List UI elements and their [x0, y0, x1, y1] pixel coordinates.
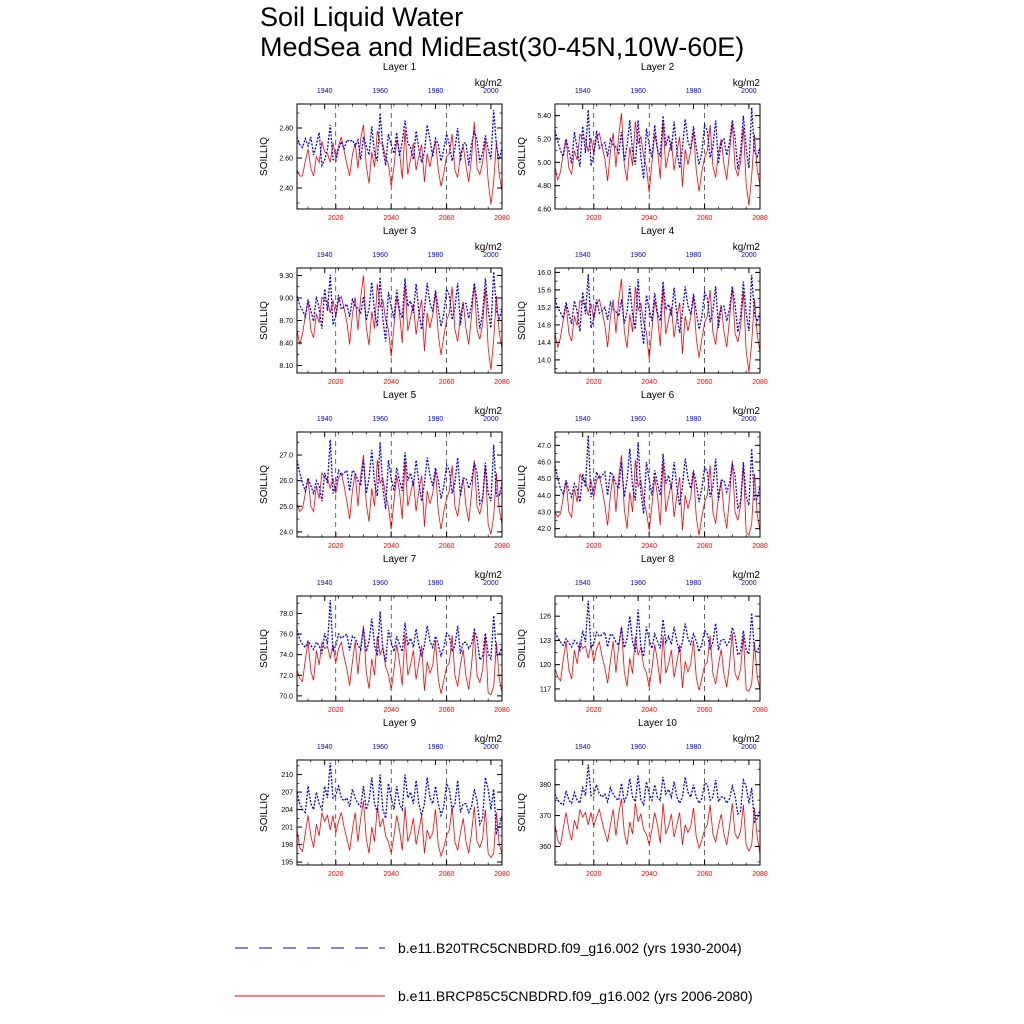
- y-tick-label: 76.0: [279, 631, 293, 639]
- series-future-line: [297, 801, 502, 858]
- panel-layer-8: [517, 554, 768, 714]
- x-bottom-tick-label: 2040: [641, 871, 657, 878]
- x-top-tick-label: 2000: [741, 252, 757, 259]
- x-top-tick-label: 2000: [741, 744, 757, 751]
- panel-title: Layer 10: [638, 718, 677, 729]
- panel-units: kg/m2: [732, 570, 760, 581]
- y-tick-label: 2.80: [279, 125, 293, 133]
- x-top-tick-label: 2000: [483, 252, 499, 259]
- panel-layer-1: [259, 62, 510, 222]
- x-top-tick-label: 1980: [685, 580, 702, 587]
- x-top-tick-label: 2000: [741, 416, 757, 423]
- panel-layer-6: [517, 390, 768, 550]
- panel-units: kg/m2: [732, 242, 760, 253]
- panel-title: Layer 4: [640, 226, 675, 237]
- y-axis-label: SOILLIQ: [517, 465, 528, 504]
- x-bottom-tick-label: 2080: [752, 871, 768, 878]
- x-bottom-tick-label: 2020: [327, 707, 344, 714]
- series-historical-line: [297, 272, 502, 342]
- x-top-tick-label: 2000: [483, 580, 499, 587]
- series-historical-line: [555, 274, 760, 344]
- panel-layer-4: [517, 226, 768, 386]
- x-bottom-tick-label: 2080: [752, 543, 768, 550]
- x-bottom-tick-label: 2040: [383, 707, 399, 714]
- y-tick-label: 74.0: [279, 652, 293, 660]
- panel-title: Layer 9: [382, 718, 417, 729]
- y-axis-label: SOILLIQ: [259, 793, 270, 832]
- y-tick-label: 15.2: [537, 304, 551, 312]
- y-tick-label: 25.0: [279, 503, 293, 511]
- x-bottom-tick-label: 2080: [494, 543, 510, 550]
- y-tick-label: 27.0: [279, 452, 293, 460]
- x-top-tick-label: 1980: [427, 744, 444, 751]
- x-bottom-tick-label: 2040: [383, 215, 399, 222]
- panel-layer-2: [517, 62, 768, 222]
- y-tick-label: 46.0: [537, 459, 551, 467]
- x-bottom-tick-label: 2080: [494, 871, 510, 878]
- x-top-tick-label: 1940: [316, 416, 333, 423]
- y-tick-label: 198: [281, 842, 293, 850]
- x-bottom-tick-label: 2060: [696, 871, 713, 878]
- series-historical-line: [555, 108, 760, 179]
- y-tick-label: 117: [539, 686, 551, 694]
- panel-layer-7: [259, 554, 510, 714]
- plot-frame: [297, 760, 502, 865]
- x-top-tick-label: 1980: [427, 580, 444, 587]
- y-tick-label: 9.00: [279, 295, 293, 303]
- panel-units: kg/m2: [732, 406, 760, 417]
- series-future-line: [297, 276, 502, 371]
- x-bottom-tick-label: 2040: [383, 871, 399, 878]
- y-tick-label: 360: [539, 843, 551, 851]
- x-top-tick-label: 1960: [630, 416, 646, 423]
- y-tick-label: 24.0: [279, 529, 293, 537]
- y-axis-label: SOILLIQ: [517, 629, 528, 668]
- x-top-tick-label: 2000: [483, 88, 499, 95]
- panel-units: kg/m2: [474, 242, 502, 253]
- x-top-tick-label: 1940: [574, 580, 591, 587]
- panel-layer-3: [259, 226, 510, 386]
- y-tick-label: 26.0: [279, 478, 293, 486]
- figure-title-line-1: Soil Liquid Water: [260, 2, 464, 32]
- x-bottom-tick-label: 2020: [585, 707, 602, 714]
- panel-units: kg/m2: [474, 406, 502, 417]
- y-tick-label: 8.70: [279, 318, 293, 325]
- x-bottom-tick-label: 2040: [383, 543, 399, 550]
- y-axis-label: SOILLIQ: [517, 301, 528, 340]
- y-tick-label: 14.0: [537, 357, 551, 365]
- x-top-tick-label: 1960: [372, 252, 388, 259]
- y-tick-label: 370: [539, 813, 551, 821]
- y-tick-label: 9.30: [279, 273, 293, 280]
- x-bottom-tick-label: 2040: [641, 379, 657, 386]
- y-axis-label: SOILLIQ: [259, 629, 270, 668]
- x-top-tick-label: 1940: [574, 416, 591, 423]
- y-tick-label: 123: [539, 637, 551, 645]
- y-tick-label: 2.40: [279, 185, 293, 193]
- y-tick-label: 78.0: [279, 611, 293, 618]
- x-bottom-tick-label: 2020: [585, 379, 602, 386]
- y-tick-label: 210: [281, 772, 293, 780]
- series-future-line: [555, 455, 760, 535]
- x-bottom-tick-label: 2020: [327, 543, 344, 550]
- x-top-tick-label: 1980: [427, 252, 444, 259]
- x-top-tick-label: 2000: [483, 744, 499, 751]
- figure-title-line-2: MedSea and MidEast(30-45N,10W-60E): [260, 32, 745, 62]
- x-top-tick-label: 1940: [316, 744, 333, 751]
- x-top-tick-label: 1960: [372, 416, 388, 423]
- y-axis-label: SOILLIQ: [517, 793, 528, 832]
- panel-title: Layer 1: [382, 62, 417, 73]
- panel-title: Layer 5: [382, 390, 417, 401]
- legend-future-label: b.e11.BRCP85C5CNBDRD.f09_g16.002 (yrs 2006-2080): [398, 988, 753, 1004]
- x-bottom-tick-label: 2040: [641, 215, 657, 222]
- y-tick-label: 15.6: [537, 287, 551, 295]
- panel-units: kg/m2: [732, 78, 760, 89]
- x-top-tick-label: 1960: [372, 744, 388, 751]
- x-top-tick-label: 1980: [427, 416, 444, 423]
- legend-historical-label: b.e11.B20TRC5CNBDRD.f09_g16.002 (yrs 1930-2004): [398, 940, 742, 956]
- y-axis-label: SOILLIQ: [259, 301, 270, 340]
- x-bottom-tick-label: 2080: [494, 707, 510, 714]
- y-tick-label: 8.40: [279, 340, 293, 348]
- x-top-tick-label: 1940: [316, 88, 333, 95]
- series-future-line: [297, 626, 502, 695]
- series-historical-line: [297, 600, 502, 662]
- y-tick-label: 14.8: [537, 322, 551, 330]
- series-future-line: [555, 799, 760, 855]
- y-tick-label: 207: [281, 789, 293, 797]
- y-tick-label: 16.0: [537, 269, 551, 277]
- panel-layer-9: [259, 718, 510, 878]
- y-tick-label: 70.0: [279, 693, 293, 701]
- x-bottom-tick-label: 2060: [696, 543, 713, 550]
- y-tick-label: 126: [539, 613, 551, 621]
- y-axis-label: SOILLIQ: [259, 137, 270, 176]
- y-tick-label: 43.0: [537, 509, 551, 517]
- y-tick-label: 195: [281, 859, 293, 867]
- y-tick-label: 5.40: [537, 113, 551, 121]
- x-top-tick-label: 1940: [574, 88, 591, 95]
- x-top-tick-label: 1960: [630, 252, 646, 259]
- x-top-tick-label: 1940: [316, 252, 333, 259]
- x-top-tick-label: 2000: [741, 88, 757, 95]
- panel-title: Layer 6: [640, 390, 675, 401]
- y-tick-label: 14.4: [537, 339, 551, 347]
- y-axis-label: SOILLIQ: [517, 137, 528, 176]
- x-top-tick-label: 1940: [574, 252, 591, 259]
- x-bottom-tick-label: 2080: [752, 215, 768, 222]
- plot-frame: [297, 432, 502, 537]
- series-historical-line: [297, 763, 502, 833]
- x-bottom-tick-label: 2040: [641, 707, 657, 714]
- panel-title: Layer 2: [640, 62, 675, 73]
- y-tick-label: 42.0: [537, 526, 551, 534]
- x-top-tick-label: 1960: [372, 580, 388, 587]
- x-bottom-tick-label: 2080: [752, 379, 768, 386]
- x-bottom-tick-label: 2040: [641, 543, 657, 550]
- y-tick-label: 204: [281, 807, 293, 815]
- panel-units: kg/m2: [474, 570, 502, 581]
- y-tick-label: 201: [281, 824, 293, 832]
- y-tick-label: 72.0: [279, 672, 293, 680]
- x-top-tick-label: 1980: [685, 416, 702, 423]
- y-tick-label: 4.60: [537, 206, 551, 214]
- x-bottom-tick-label: 2080: [494, 215, 510, 222]
- x-bottom-tick-label: 2080: [752, 707, 768, 714]
- y-tick-label: 47.0: [537, 442, 551, 450]
- y-tick-label: 120: [539, 662, 551, 670]
- x-bottom-tick-label: 2060: [696, 379, 713, 386]
- panel-title: Layer 3: [382, 226, 417, 237]
- x-bottom-tick-label: 2060: [438, 871, 455, 878]
- y-tick-label: 5.00: [537, 159, 551, 167]
- panel-title: Layer 7: [382, 554, 417, 565]
- y-tick-label: 2.60: [279, 155, 293, 163]
- series-future-line: [297, 455, 502, 534]
- y-tick-label: 5.20: [537, 136, 551, 144]
- x-bottom-tick-label: 2020: [327, 215, 344, 222]
- x-top-tick-label: 1980: [685, 252, 702, 259]
- panel-layer-5: [259, 390, 510, 550]
- x-top-tick-label: 1980: [427, 88, 444, 95]
- x-top-tick-label: 2000: [483, 416, 499, 423]
- x-bottom-tick-label: 2040: [383, 379, 399, 386]
- y-tick-label: 8.10: [279, 363, 293, 370]
- y-tick-label: 4.80: [537, 183, 551, 191]
- x-bottom-tick-label: 2020: [585, 871, 602, 878]
- panel-units: kg/m2: [732, 734, 760, 745]
- x-bottom-tick-label: 2020: [327, 379, 344, 386]
- x-bottom-tick-label: 2060: [438, 215, 455, 222]
- x-bottom-tick-label: 2020: [585, 543, 602, 550]
- y-axis-label: SOILLIQ: [259, 465, 270, 504]
- x-top-tick-label: 2000: [741, 580, 757, 587]
- series-future-line: [555, 627, 760, 692]
- y-tick-label: 44.0: [537, 492, 551, 500]
- x-top-tick-label: 1960: [630, 744, 646, 751]
- series-future-line: [297, 122, 502, 205]
- x-top-tick-label: 1960: [630, 580, 646, 587]
- x-bottom-tick-label: 2060: [438, 707, 455, 714]
- x-bottom-tick-label: 2060: [438, 379, 455, 386]
- panel-units: kg/m2: [474, 78, 502, 89]
- x-top-tick-label: 1940: [316, 580, 333, 587]
- x-bottom-tick-label: 2060: [696, 707, 713, 714]
- x-bottom-tick-label: 2060: [696, 215, 713, 222]
- x-bottom-tick-label: 2060: [438, 543, 455, 550]
- panel-units: kg/m2: [474, 734, 502, 745]
- y-tick-label: 45.0: [537, 476, 551, 484]
- x-bottom-tick-label: 2080: [494, 379, 510, 386]
- panel-title: Layer 8: [640, 554, 675, 565]
- x-top-tick-label: 1980: [685, 744, 702, 751]
- x-top-tick-label: 1960: [372, 88, 388, 95]
- x-top-tick-label: 1940: [574, 744, 591, 751]
- y-tick-label: 380: [539, 782, 551, 790]
- series-future-line: [555, 113, 760, 205]
- panel-layer-10: [517, 718, 768, 878]
- x-top-tick-label: 1980: [685, 88, 702, 95]
- x-bottom-tick-label: 2020: [585, 215, 602, 222]
- x-bottom-tick-label: 2020: [327, 871, 344, 878]
- x-top-tick-label: 1960: [630, 88, 646, 95]
- series-future-line: [555, 279, 760, 372]
